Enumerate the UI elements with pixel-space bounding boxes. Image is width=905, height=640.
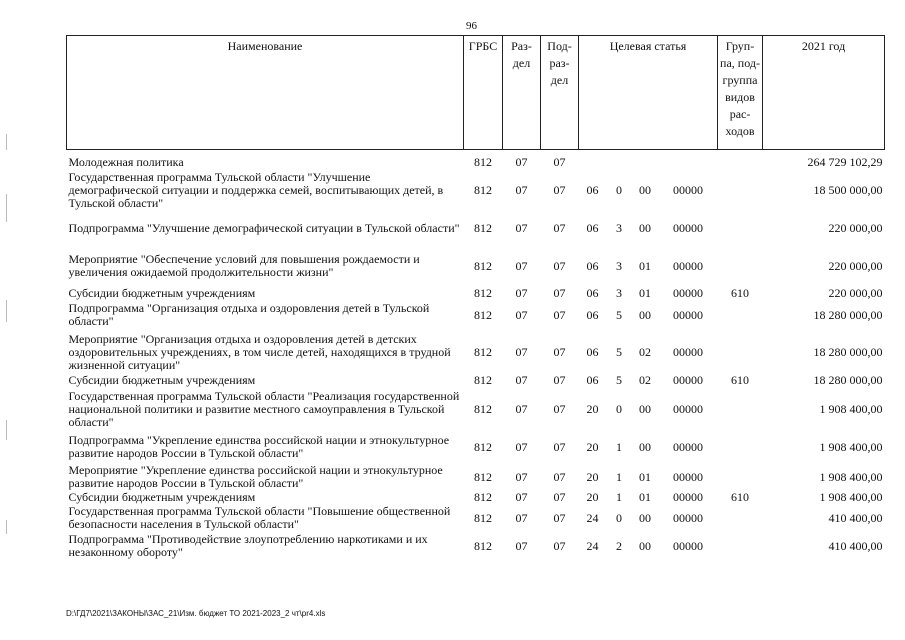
cell-program: 06: [586, 182, 599, 197]
cell-event: 00: [639, 220, 651, 235]
cell-podrazdel: 07: [553, 510, 566, 525]
cell-event: [632, 156, 659, 169]
cell-name: Субсидии бюджетным учреждениям: [68, 286, 256, 300]
cell-program: 06: [586, 344, 599, 359]
table-row: [67, 431, 885, 463]
cell-expense-group: 610: [731, 286, 750, 300]
col-header-target-article: Целевая статья: [579, 36, 718, 150]
cell-razdel: 07: [515, 469, 528, 484]
cell-event: 01: [639, 490, 651, 504]
cell-name: Подпрограмма "Организация отдыха и оздоровления детей в Тульской области": [68, 301, 430, 328]
cell-grbs: 812: [474, 344, 492, 359]
cell-program: 20: [586, 439, 599, 454]
cell-grbs: 812: [474, 538, 492, 553]
cell-grbs: 812: [474, 155, 492, 169]
col-header-expense-group: Груп- па, под- группа видов рас- ходов: [718, 36, 763, 150]
cell-name: Молодежная политика: [68, 155, 184, 169]
cell-grbs: 812: [474, 373, 492, 387]
cell-direction: 00000: [673, 538, 703, 553]
cell-event: 00: [639, 439, 651, 454]
cell-direction: 00000: [673, 258, 703, 273]
cell-program: 06: [586, 286, 599, 300]
cell-amount: 264 729 102,29: [807, 155, 883, 169]
cell-direction: 00000: [673, 490, 703, 504]
cell-program: 06: [586, 220, 599, 235]
table-row: [67, 300, 885, 330]
cell-amount: 18 280 000,00: [813, 344, 883, 359]
cell-razdel: 07: [515, 373, 528, 387]
cell-program: 06: [586, 307, 599, 322]
cell-subprogram: 0: [616, 510, 622, 525]
cell-subprogram: 5: [616, 307, 622, 322]
table-row: [67, 491, 885, 504]
cell-subprogram: 5: [616, 344, 622, 359]
cell-name: Мероприятие "Обеспечение условий для повышения рождаемости и увеличения ожидаемой продолжительности жизни": [68, 252, 420, 279]
cell-expense-group: [718, 532, 763, 560]
cell-event: 00: [639, 307, 651, 322]
cell-grbs: 812: [474, 258, 492, 273]
cell-razdel: 07: [515, 344, 528, 359]
cell-direction: 00000: [673, 510, 703, 525]
cell-razdel: 07: [515, 307, 528, 322]
cell-name: Мероприятие "Организация отдыха и оздоровления детей в детских оздоровительных учреждениях, в том числе детей, находящихся в трудной жизненной ситуации": [68, 331, 451, 372]
table-row: [67, 169, 885, 211]
cell-name: Субсидии бюджетным учреждениям: [68, 490, 256, 504]
cell-subprogram: 2: [616, 538, 622, 553]
cell-direction: [659, 156, 718, 169]
cell-razdel: 07: [515, 401, 528, 416]
cell-expense-group: [718, 431, 763, 463]
cell-expense-group: 610: [731, 490, 750, 504]
cell-podrazdel: 07: [553, 286, 566, 300]
cell-grbs: 812: [474, 439, 492, 454]
cell-amount: 220 000,00: [828, 286, 883, 300]
col-header-grbs: ГРБС: [464, 36, 503, 150]
cell-amount: 1 908 400,00: [819, 439, 883, 454]
cell-podrazdel: 07: [553, 182, 566, 197]
cell-program: 20: [586, 490, 599, 504]
cell-direction: 00000: [673, 220, 703, 235]
cell-amount: 1 908 400,00: [819, 469, 883, 484]
cell-amount: 410 400,00: [828, 538, 883, 553]
cell-amount: 220 000,00: [828, 258, 883, 273]
cell-event: 00: [639, 182, 651, 197]
cell-subprogram: [607, 156, 632, 169]
cell-event: 00: [639, 538, 651, 553]
cell-razdel: 07: [515, 258, 528, 273]
cell-grbs: 812: [474, 307, 492, 322]
cell-podrazdel: 07: [553, 220, 566, 235]
col-header-year: 2021 год: [763, 36, 885, 150]
cell-subprogram: 1: [616, 469, 622, 484]
cell-direction: 00000: [673, 469, 703, 484]
cell-grbs: 812: [474, 286, 492, 300]
cell-event: 01: [639, 286, 651, 300]
cell-podrazdel: 07: [553, 258, 566, 273]
cell-expense-group: [718, 156, 763, 169]
cell-grbs: 812: [474, 401, 492, 416]
cell-podrazdel: 07: [553, 490, 566, 504]
cell-grbs: 812: [474, 220, 492, 235]
cell-name: Государственная программа Тульской области "Повышение общественной безопасности населения в Тульской области": [68, 504, 451, 531]
table-row: [67, 245, 885, 287]
budget-table: [66, 35, 885, 560]
cell-podrazdel: 07: [553, 538, 566, 553]
cell-subprogram: 3: [616, 286, 622, 300]
cell-event: 01: [639, 469, 651, 484]
cell-subprogram: 0: [616, 182, 622, 197]
cell-program: 20: [586, 401, 599, 416]
cell-grbs: 812: [474, 490, 492, 504]
cell-program: 06: [586, 373, 599, 387]
cell-amount: 18 280 000,00: [813, 307, 883, 322]
cell-razdel: 07: [515, 220, 528, 235]
table-row: [67, 463, 885, 491]
table-header-row: [67, 36, 885, 150]
table-row: [67, 387, 885, 431]
cell-direction: 00000: [673, 307, 703, 322]
scan-margin-marks: [6, 120, 10, 560]
cell-expense-group: [718, 330, 763, 374]
cell-amount: 1 908 400,00: [819, 490, 883, 504]
table-row: [67, 211, 885, 245]
cell-subprogram: 3: [616, 220, 622, 235]
cell-grbs: 812: [474, 469, 492, 484]
cell-direction: 00000: [673, 373, 703, 387]
file-path-footer: D:\ГД7\2021\ЗАКОНЫ\ЗАС_21\Изм. бюджет ТО 2021-2023_2 чт\pr4.xls: [66, 609, 326, 618]
cell-program: 24: [586, 510, 599, 525]
table-row: [67, 156, 885, 169]
cell-razdel: 07: [515, 490, 528, 504]
cell-grbs: 812: [474, 510, 492, 525]
cell-podrazdel: 07: [553, 155, 566, 169]
cell-podrazdel: 07: [553, 307, 566, 322]
cell-subprogram: 5: [616, 373, 622, 387]
table-row: [67, 532, 885, 560]
cell-expense-group: [718, 211, 763, 245]
col-header-podrazdel: Под- раз- дел: [541, 36, 579, 150]
cell-amount: 18 280 000,00: [813, 373, 883, 387]
cell-expense-group: 610: [731, 373, 750, 387]
cell-expense-group: [718, 169, 763, 211]
cell-program: 24: [586, 538, 599, 553]
cell-podrazdel: 07: [553, 373, 566, 387]
cell-razdel: 07: [515, 510, 528, 525]
cell-podrazdel: 07: [553, 401, 566, 416]
cell-name: Мероприятие "Укрепление единства российской нации и этнокультурное развитие народов России в Тульской области": [68, 463, 443, 490]
cell-event: 00: [639, 510, 651, 525]
cell-direction: 00000: [673, 401, 703, 416]
cell-razdel: 07: [515, 286, 528, 300]
cell-name: Субсидии бюджетным учреждениям: [68, 373, 256, 387]
cell-expense-group: [718, 463, 763, 491]
cell-event: 00: [639, 401, 651, 416]
table-row: [67, 330, 885, 374]
cell-subprogram: 0: [616, 401, 622, 416]
col-header-razdel: Раз- дел: [503, 36, 541, 150]
cell-name: Государственная программа Тульской области "Реализация государственной национальной политики и развитие местного самоуправления в Тульской области": [68, 388, 460, 429]
cell-event: 02: [639, 344, 651, 359]
table-row: [67, 504, 885, 532]
page-number: 96: [466, 20, 477, 32]
cell-program: 20: [586, 469, 599, 484]
cell-podrazdel: 07: [553, 469, 566, 484]
cell-expense-group: [718, 504, 763, 532]
cell-subprogram: 1: [616, 439, 622, 454]
cell-expense-group: [718, 245, 763, 287]
table-row: [67, 374, 885, 387]
cell-amount: 1 908 400,00: [819, 401, 883, 416]
cell-direction: 00000: [673, 344, 703, 359]
cell-name: Подпрограмма "Укрепление единства российской нации и этнокультурное развитие народов России в Тульской области": [68, 433, 450, 460]
cell-podrazdel: 07: [553, 439, 566, 454]
cell-razdel: 07: [515, 155, 528, 169]
cell-amount: 410 400,00: [828, 510, 883, 525]
cell-name: Государственная программа Тульской области "Улучшение демографической ситуации и поддержка семей, воспитывающих детей, в Тульской области": [68, 169, 444, 210]
cell-amount: 220 000,00: [828, 220, 883, 235]
cell-subprogram: 3: [616, 258, 622, 273]
cell-expense-group: [718, 300, 763, 330]
cell-direction: 00000: [673, 439, 703, 454]
cell-name: Подпрограмма "Улучшение демографической ситуации в Тульской области": [68, 220, 460, 235]
cell-amount: 18 500 000,00: [813, 182, 883, 197]
cell-event: 02: [639, 373, 651, 387]
cell-podrazdel: 07: [553, 344, 566, 359]
cell-direction: 00000: [673, 286, 703, 300]
cell-event: 01: [639, 258, 651, 273]
table-row: [67, 287, 885, 300]
cell-program: [579, 156, 607, 169]
cell-razdel: 07: [515, 538, 528, 553]
col-header-name: Наименование: [67, 36, 464, 150]
cell-name: Подпрограмма "Противодействие злоупотреблению наркотиками и их незаконному обороту": [68, 532, 428, 559]
cell-program: 06: [586, 258, 599, 273]
cell-expense-group: [718, 387, 763, 431]
cell-razdel: 07: [515, 182, 528, 197]
cell-razdel: 07: [515, 439, 528, 454]
cell-direction: 00000: [673, 182, 703, 197]
cell-grbs: 812: [474, 182, 492, 197]
cell-subprogram: 1: [616, 490, 622, 504]
